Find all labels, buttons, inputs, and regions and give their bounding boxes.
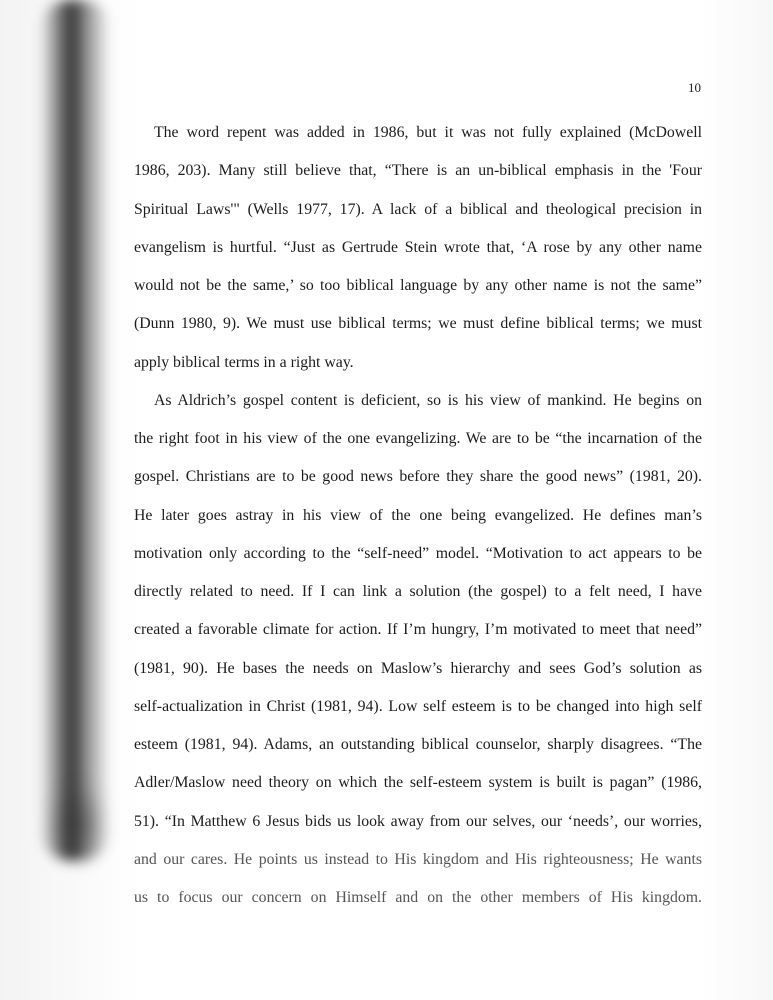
- binding-shadow-lower: [48, 780, 108, 870]
- text-line: directly related to need. If I can link a solution (the gospel) to a felt need, I have: [134, 583, 702, 600]
- text-line: Adler/Maslow need theory on which the self-esteem system is built is pagan” (1986,: [134, 774, 702, 792]
- text-line: (Dunn 1980, 9). We must use biblical terms; we must define biblical terms; we must: [134, 315, 702, 333]
- text-line: evangelism is hurtful. “Just as Gertrude Stein wrote that, ‘A rose by any other name: [134, 238, 702, 256]
- text-line: and our cares. He points us instead to His kingdom and His righteousness; He wants: [134, 850, 702, 868]
- paragraph-2: [134, 382, 702, 918]
- text-line: (1981, 90). He bases the needs on Maslow’s hierarchy and sees God’s solution as: [134, 659, 702, 677]
- text-line: Spiritual Laws'" (Wells 1977, 17). A lack of a biblical and theological precision in: [134, 200, 702, 218]
- text-line: self-actualization in Christ (1981, 94). Low self esteem is to be changed into high self: [134, 697, 702, 715]
- text-line: motivation only according to the “self-need” model. “Motivation to act appears to be: [134, 544, 702, 562]
- text-line: The word repent was added in 1986, but it was not fully explained (McDowell: [154, 124, 702, 141]
- paragraph-1: [134, 114, 702, 382]
- text-line: As Aldrich’s gospel content is deficient, so is his view of mankind. He begins on: [154, 391, 702, 409]
- page-number: 10: [688, 80, 701, 95]
- text-line: 51). “In Matthew 6 Jesus bids us look away from our selves, our ‘needs’, our worries,: [134, 812, 702, 830]
- body-text: [134, 114, 702, 917]
- text-line: He later goes astray in his view of the one being evangelized. He defines man’s: [134, 506, 702, 524]
- text-line: esteem (1981, 94). Adams, an outstanding biblical counselor, sharply disagrees. “The: [134, 736, 702, 753]
- text-line: 1986, 203). Many still believe that, “There is an un-biblical emphasis in the 'Four: [134, 162, 702, 180]
- text-line: apply biblical terms in a right way.: [134, 353, 354, 371]
- text-line: would not be the same,’ so too biblical language by any other name is not the same”: [134, 277, 702, 294]
- text-line: created a favorable climate for action. If I’m hungry, I’m motivated to meet that need”: [134, 621, 702, 639]
- text-line: us to focus our concern on Himself and on the other members of His kingdom.: [134, 889, 702, 906]
- text-line: gospel. Christians are to be good news before they share the good news” (1981, 20).: [134, 468, 702, 486]
- binding-shadow: [40, 0, 110, 860]
- text-line: the right foot in his view of the one evangelizing. We are to be “the incarnation of the: [134, 430, 702, 447]
